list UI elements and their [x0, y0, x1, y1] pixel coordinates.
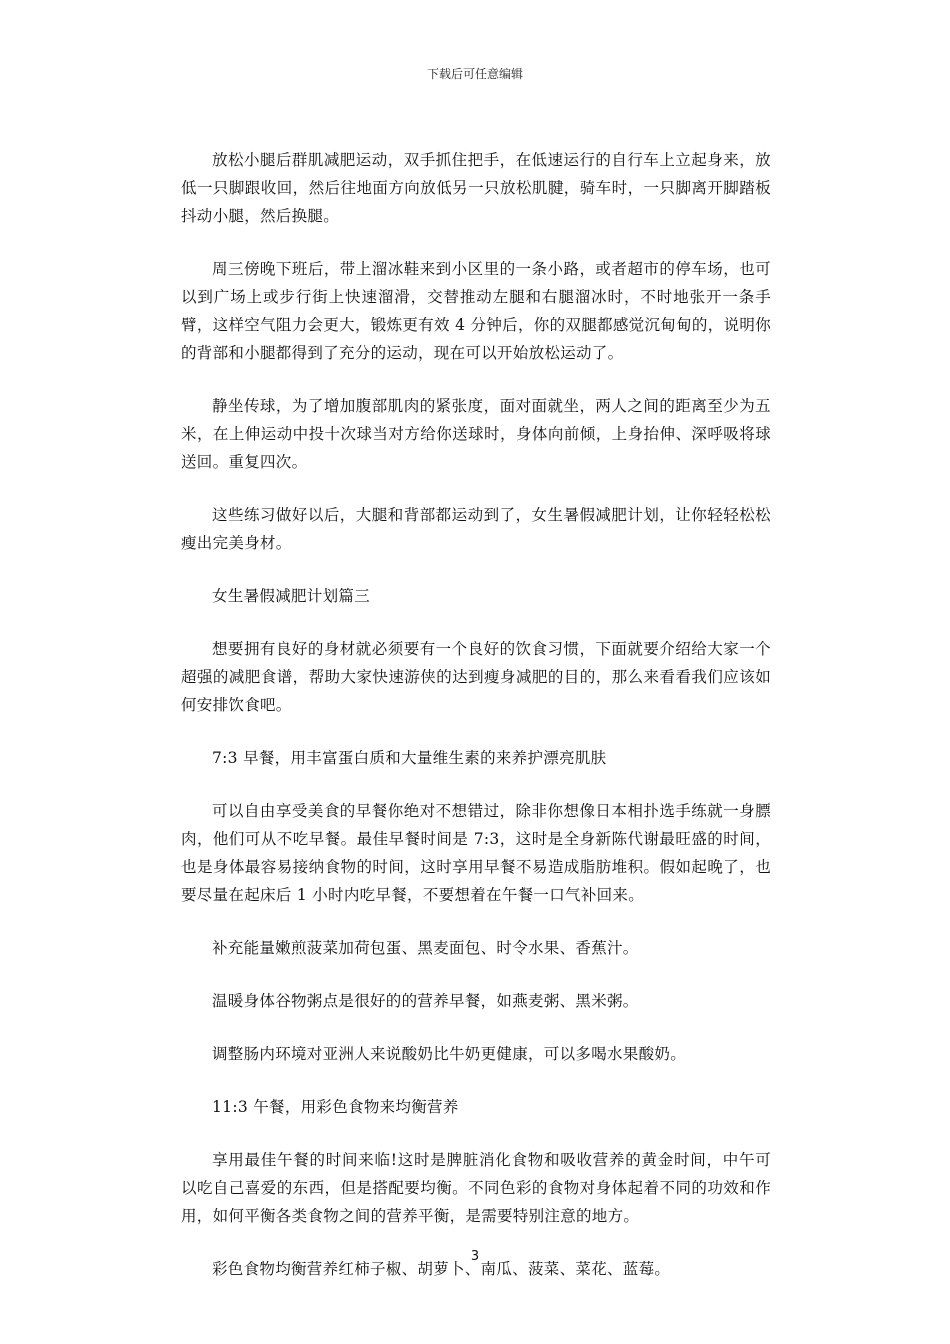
paragraph: 静坐传球，为了增加腹部肌肉的紧张度，面对面就坐，两人之间的距离至少为五米，在上伸运动中投十次球当对方给你送球时，身体向前倾，上身抬伸、深呼吸将球送回。重复四次。 — [181, 397, 771, 471]
paragraph: 温暖身体谷物粥点是很好的的营养早餐，如燕麦粥、黑米粥。 — [212, 992, 639, 1010]
paragraph: 放松小腿后群肌减肥运动，双手抓住把手，在低速运行的自行车上立起身来，放低一只脚跟收回，然后往地面方向放低另一只放松肌腱，骑车时，一只脚离开脚踏板抖动小腿，然后换腿。 — [181, 151, 771, 225]
section-heading: 女生暑假减肥计划篇三 — [212, 587, 371, 605]
subheading-breakfast: 7:3 早餐，用丰富蛋白质和大量维生素的来养护漂亮肌肤 — [212, 749, 607, 767]
paragraph: 周三傍晚下班后，带上溜冰鞋来到小区里的一条小路，或者超市的停车场，也可以到广场上或步行街上快速溜滑，交替推动左腿和右腿溜冰时，不时地张开一条手臂，这样空气阻力会更大，锻炼更有效 4 分钟后，你的双腿都感觉沉甸甸的，说明你的背部和小腿都得到了充分的运动，现在可以开始放松运动了。 — [181, 260, 771, 362]
paragraph: 想要拥有良好的身材就必须要有一个良好的饮食习惯，下面就要介绍给大家一个超强的减肥食谱，帮助大家快速游侠的达到瘦身减肥的目的，那么来看看我们应该如何安排饮食吧。 — [181, 640, 771, 714]
paragraph: 彩色食物均衡营养红柿子椒、胡萝卜、南瓜、菠菜、菜花、蓝莓。 — [212, 1260, 671, 1278]
page-header: 下载后可任意编辑 — [426, 67, 523, 81]
page-number: 3 — [470, 1249, 480, 1264]
paragraph: 享用最佳午餐的时间来临!这时是脾脏消化食物和吸收营养的黄金时间，中午可以吃自己喜爱的东西，但是搭配要均衡。不同色彩的食物对身体起着不同的功效和作用，如何平衡各类食物之间的营养平衡，是需要特别注意的地方。 — [181, 1151, 771, 1225]
paragraph: 这些练习做好以后，大腿和背部都运动到了，女生暑假减肥计划，让你轻轻松松瘦出完美身材。 — [181, 506, 771, 552]
paragraph: 补充能量嫩煎菠菜加荷包蛋、黑麦面包、时令水果、香蕉汁。 — [212, 939, 639, 957]
paragraph: 可以自由享受美食的早餐你绝对不想错过，除非你想像日本相扑选手练就一身膘肉，他们可从不吃早餐。最佳早餐时间是 7:3，这时是全身新陈代谢最旺盛的时间，也是身体最容易接纳食物的时间，这时享用早餐不易造成脂肪堆积。假如起晚了，也要尽量在起床后 1 小时内吃早餐，不要想着在午餐一口气补回来。 — [181, 802, 771, 904]
subheading-lunch: 11:3 午餐，用彩色食物来均衡营养 — [212, 1098, 459, 1116]
paragraph: 调整肠内环境对亚洲人来说酸奶比牛奶更健康，可以多喝水果酸奶。 — [212, 1045, 687, 1063]
document-body — [181, 146, 771, 1308]
